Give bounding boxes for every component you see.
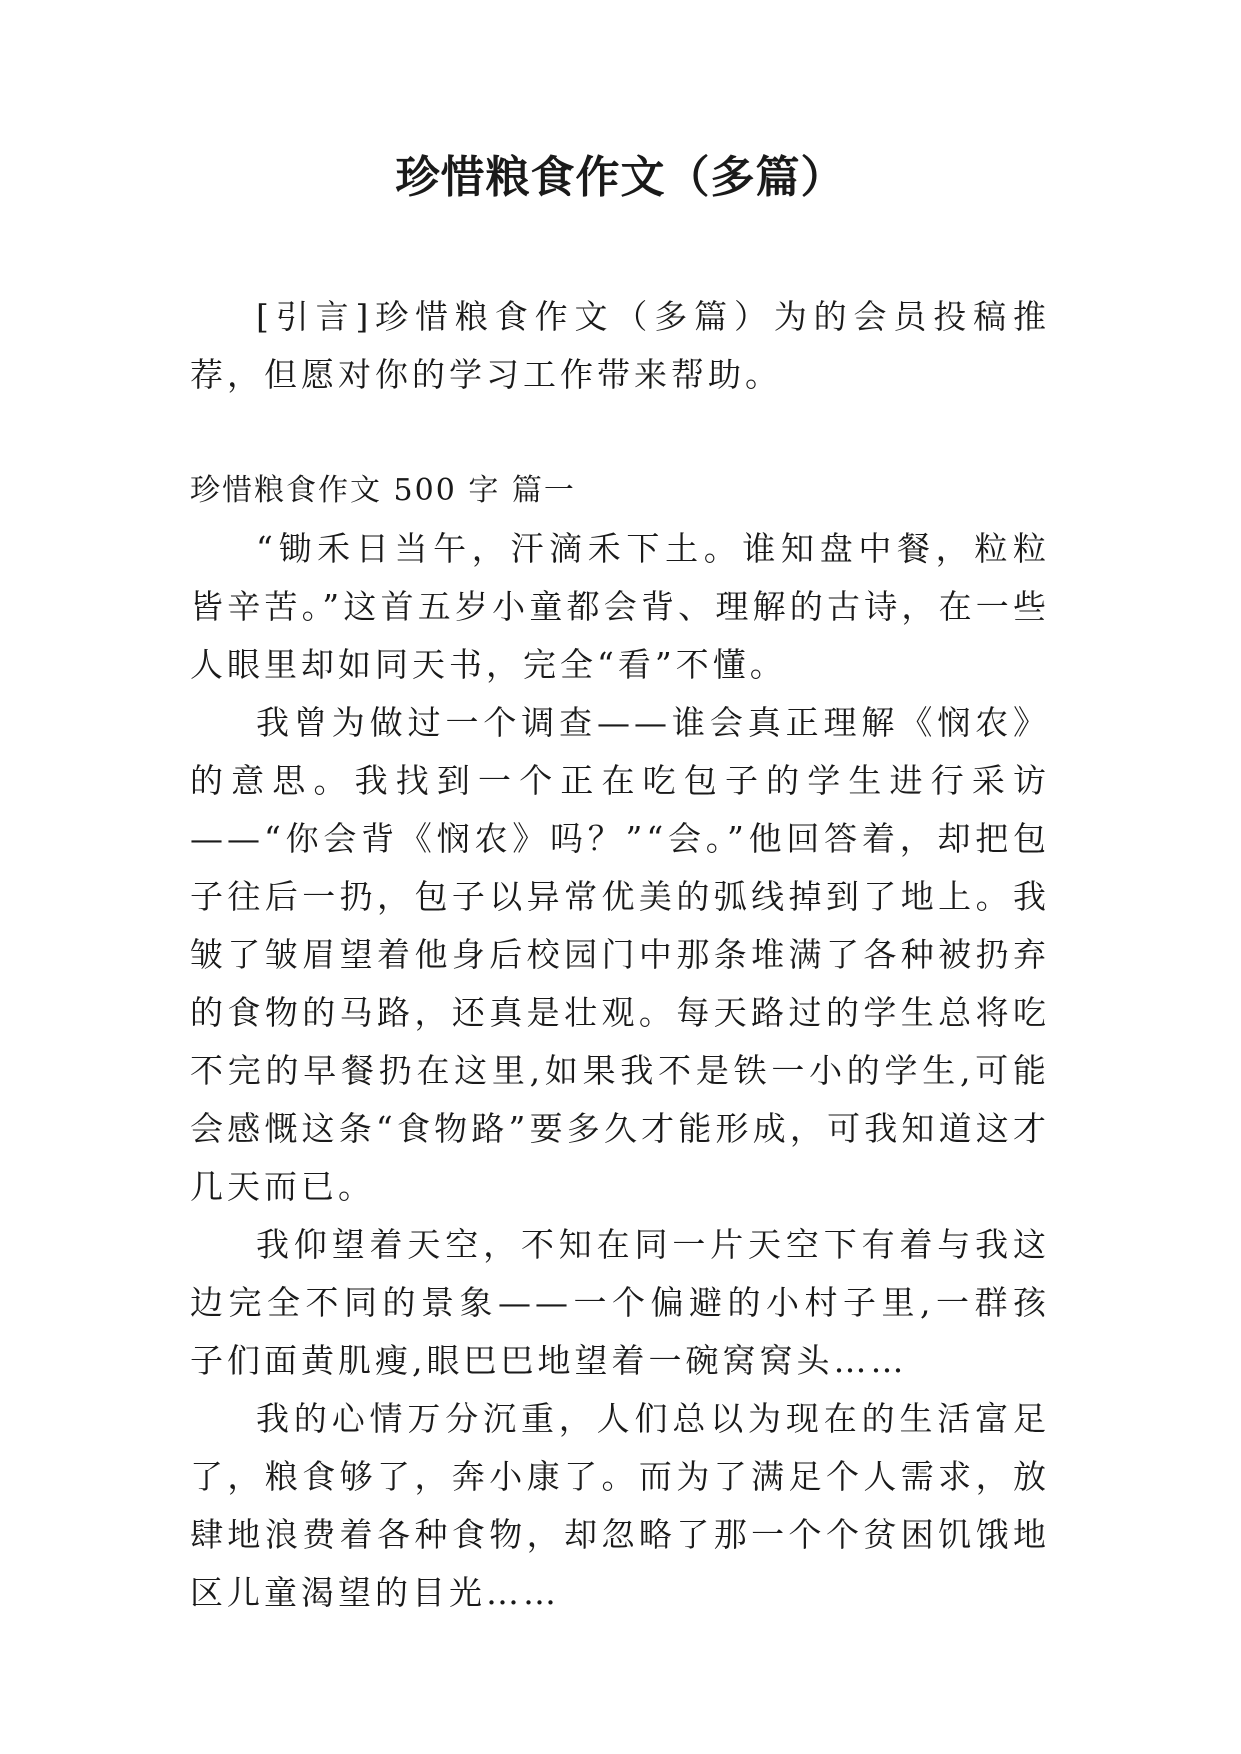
document-title: 珍惜粮食作文（多篇） (395, 152, 846, 203)
body-paragraph: 我曾为做过一个调查——谁会真正理解《悯农》的意思。我找到一个正在吃包子的学生进行采访——“你会背《悯农》吗？”“会。”他回答着，却把包子往后一扔，包子以异常优美的弧线掉到了地上。我皱了皱眉望着他身后校园门中那条堆满了各种被扔弃的食物的马路，还真是壮观。每天路过的学生总将吃不完的早餐扔在这里,如果我不是铁一小的学生,可能会感慨这条“食物路”要多久才能形成，可我知道这才几天而已。 (190, 703, 1050, 1206)
body-paragraph: 我的心情万分沉重，人们总以为现在的生活富足了，粮食够了，奔小康了。而为了满足个人需求，放肆地浪费着各种食物，却忽略了那一个个贫困饥饿地区儿童渴望的目光…… (190, 1399, 1050, 1612)
section-heading: 珍惜粮食作文 500 字 篇一 (190, 473, 576, 508)
document-body (190, 288, 1050, 1622)
body-paragraph: “锄禾日当午，汗滴禾下土。谁知盘中餐，粒粒皆辛苦。”这首五岁小童都会背、理解的古诗，在一些人眼里却如同天书，完全“看”不懂。 (190, 529, 1050, 684)
intro-paragraph: [引言]珍惜粮食作文（多篇）为的会员投稿推荐，但愿对你的学习工作带来帮助。 (190, 297, 1050, 394)
body-paragraph: 我仰望着天空，不知在同一片天空下有着与我这边完全不同的景象——一个偏避的小村子里,一群孩子们面黄肌瘦,眼巴巴地望着一碗窝窝头…… (190, 1225, 1050, 1380)
